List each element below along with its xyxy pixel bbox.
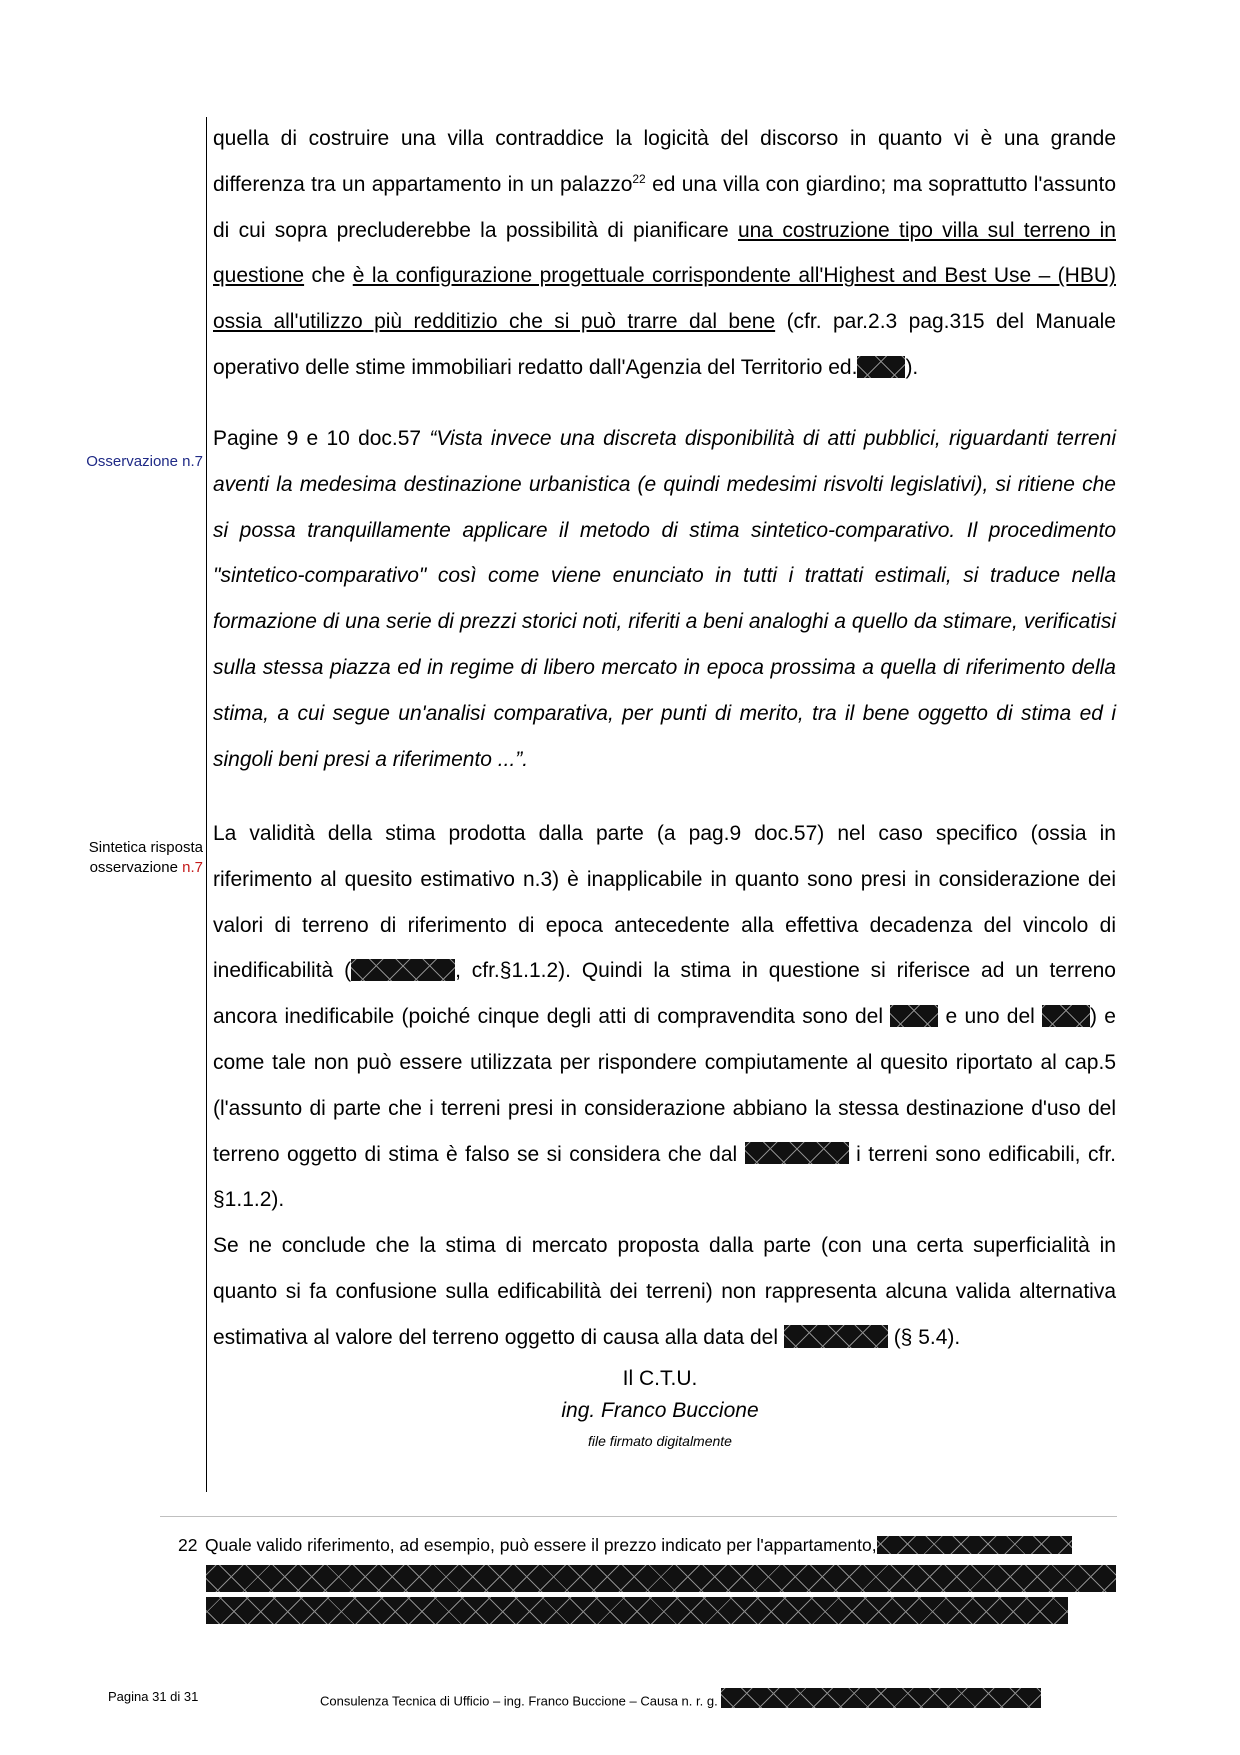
footer-case-info: Consulenza Tecnica di Ufficio – ing. Franco Buccione – Causa n. r. g. — [320, 1688, 1041, 1711]
redaction-block — [890, 1005, 938, 1027]
redaction-block — [877, 1536, 1072, 1554]
signature-note: file firmato digitalmente — [588, 1433, 732, 1449]
footnote-ref-22[interactable]: 22 — [632, 171, 646, 186]
footnote-separator — [160, 1516, 1117, 1517]
redaction-block — [351, 959, 455, 981]
footnote-number: 22 — [178, 1535, 198, 1555]
redaction-block — [206, 1597, 1068, 1624]
redaction-block — [721, 1688, 1041, 1708]
signature-title: Il C.T.U. — [622, 1367, 698, 1390]
redaction-block — [206, 1565, 1116, 1592]
footer-page-number: Pagina 31 di 31 — [108, 1689, 199, 1704]
paragraph-risposta-7: La validità della stima prodotta dalla parte (a pag.9 doc.57) nel caso specifico (ossia in riferimento al quesito estimativo n.3) è inapplicabile in quanto sono presi in considerazione dei valori di terreno di riferimento di epoca antecedente alla effettiva decadenza del vincolo di inedificabilità ( , cfr.§1.1.2). Quindi la stima in questione si riferisce ad un terreno ancora inedificabile (poiché cinque degli atti di compravendita sono del e uno del ) e come tale non può essere utilizzata per rispondere compiutamente al quesito riportato al cap.5 (l'assunto di parte che i terreni presi in considerazione abbiano la stessa destinazione d'uso del terreno oggetto di stima è falso se si considera che dal i terreni sono edificabili, cfr. §1.1.2). Se ne conclude che la stima di mercato proposta dalla parte (con una certa superficialità in quanto si fa confusione sulla edificabilità dei terreni) non rappresenta alcuna valida alternativa estimativa al valore del terreno oggetto di causa alla data del (§ 5.4). — [213, 822, 1116, 1349]
redaction-block — [1042, 1005, 1090, 1027]
redaction-block — [745, 1142, 849, 1164]
redaction-block — [857, 356, 905, 378]
margin-rule — [206, 117, 207, 1492]
margin-label-osservazione-7: Osservazione n.7 — [86, 453, 203, 470]
paragraph-hbu: quella di costruire una villa contraddice la logicità del discorso in quanto vi è una grande differenza tra un appartamento in un palazzo$^{22}$ ed una villa con giardino; ma soprattutto l'assunto di cui sopra precluderebbe la possibilità di pianificare una costruzione tipo villa sul terreno in questione che è la configurazione progettuale corrispondente all'Highest and Best Use – (HBU) ossia all'utilizzo più redditizio che si può trarre dal bene (cfr. par.2.3 pag.315 del Manuale operativo delle stime immobiliari redatto dall'Agenzia del Territorio ed. ). — [213, 127, 1117, 379]
margin-label-risposta-7: Sintetica risposta osservazione n.7 — [88, 839, 203, 876]
redaction-block — [784, 1325, 888, 1347]
signature-name: ing. Franco Buccione — [561, 1399, 759, 1422]
paragraph-osservazione-7: Pagine 9 e 10 doc.57 “Vista invece una discreta disponibilità di atti pubblici, riguardanti terreni aventi la medesima destinazione urbanistica (e quindi medesimi risvolti legislativi), si ritiene che si possa tranquillamente applicare il metodo di stima sintetico-comparativo. Il procedimento "sintetico-comparativo" così come viene enunciato in tutti i trattati estimali, si traduce nella formazione di una serie di prezzi storici noti, riferiti a beni analoghi a quello da stimare, verificatisi sulla stessa piazza ed in regime di libero mercato in epoca prossima a quella di riferimento della stima, a cui segue un'analisi comparativa, per punti di merito, tra il bene oggetto di stima ed i singoli beni presi a riferimento ...”. — [213, 427, 1116, 771]
quoted-text: “Vista invece una discreta disponibilità di atti pubblici, riguardanti terreni aventi la medesima destinazione urbanistica (e quindi medesimi risvolti legislativi), si ritiene che si possa tranquillamente applicare il metodo di stima sintetico-comparativo. Il procedimento "sintetico-comparativo" così come viene enunciato in tutti i trattati estimali, si traduce nella formazione di una serie di prezzi storici noti, riferiti a beni analoghi a quello da stimare, verificatisi sulla stessa piazza ed in regime di libero mercato in epoca prossima a quella di riferimento della stima, a cui segue un'analisi comparativa, per punti di merito, tra il bene oggetto di stima ed i singoli beni presi a riferimento ...”. — [213, 427, 1116, 771]
footnote-22: 22 Quale valido riferimento, ad esempio, può essere il prezzo indicato per l'appartamento, — [178, 1530, 1118, 1560]
